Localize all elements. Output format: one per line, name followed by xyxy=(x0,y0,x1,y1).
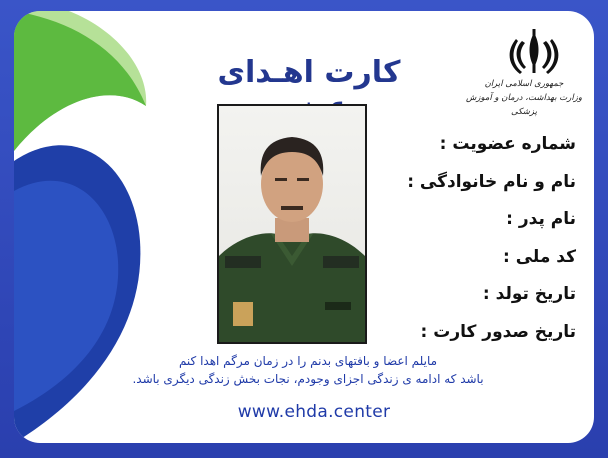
ministry-line-2: وزارت بهداشت، درمان و آموزش پزشکی xyxy=(466,93,582,117)
pledge-line-2: باشد که ادامه ی زندگی اجزای وجودم، نجات بخش زندگی دیگری باشد. xyxy=(132,372,484,386)
donation-pledge-text xyxy=(118,352,498,388)
field-membership-number: شماره عضویت : xyxy=(439,134,576,154)
field-issue-date: تاریخ صدور کارت : xyxy=(420,321,576,342)
donor-card xyxy=(14,11,594,443)
pledge-line-1: مایلم اعضا و بافتهای بدنم را در زمان مرگم اهدا کنم xyxy=(178,354,438,368)
ministry-caption xyxy=(462,77,586,117)
card-title: کارت اهـدای xyxy=(217,55,401,90)
field-full-name: نام و نام خانوادگی : xyxy=(407,171,576,192)
ministry-line-1: جمهوری اسلامی ایران xyxy=(484,79,564,89)
iran-emblem-icon xyxy=(504,27,564,83)
portrait-photo xyxy=(217,104,367,344)
field-father-name: نام پدر : xyxy=(506,209,576,229)
field-national-id: کد ملی : xyxy=(502,246,576,267)
field-birth-date: تاریخ تولد : xyxy=(482,284,576,304)
member-fields xyxy=(376,129,576,354)
website-link[interactable]: www.ehda.center xyxy=(237,402,391,422)
